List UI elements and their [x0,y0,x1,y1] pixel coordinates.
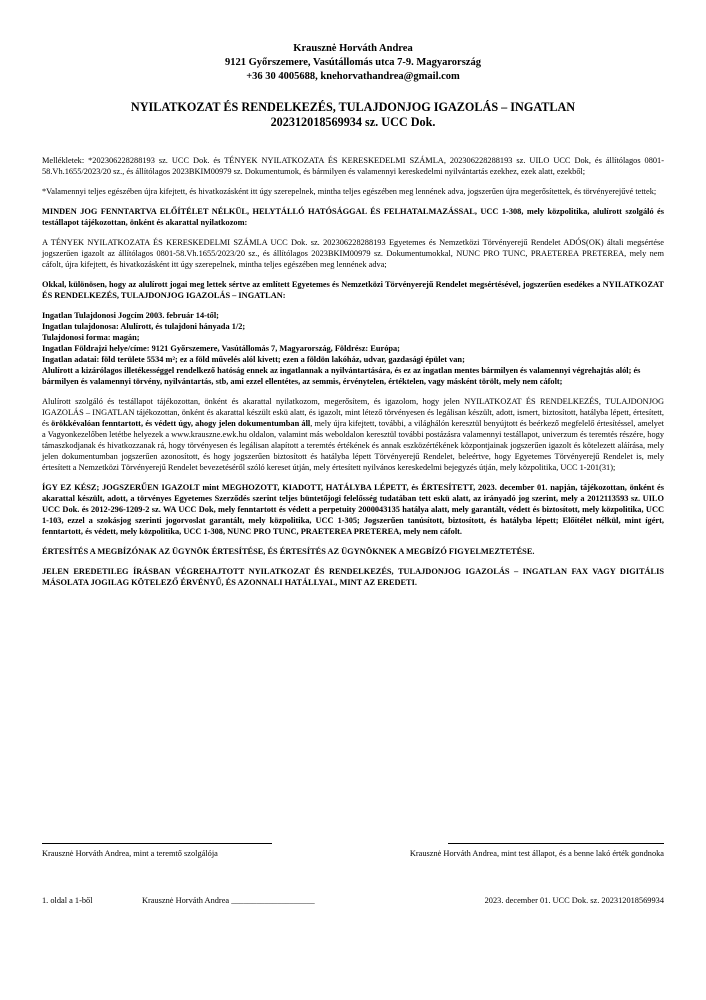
page-number: 1. oldal a 1-ből [42,896,93,905]
document-body [42,155,664,597]
fact-voidness: bármilyen és valamennyi törvény, nyilvántartás, stb, ami ezzel ellentétes, az semmis, érvénytelen, értéktelen, vagy másként törölt, mely nem cáfolt; [42,377,563,386]
copy-validity-paragraph: JELEN EREDETILEG ÍRÁSBAN VÉGREHAJTOTT NYILATKOZAT ÉS RENDELKEZÉS, TULAJDONJOG IGAZOLÁS – INGATLAN FAX VAGY DIGITÁLIS MÁSOLATA JOGILAG KÖTELEZŐ ÉRVÉNYŰ, ÉS AZONNALI HATÁLLYAL, MINT AZ EREDETI. [42,567,664,587]
property-facts [42,310,664,387]
fact-ownership-form: Tulajdonosi forma: magán; [42,333,140,342]
signature-label-right: Krausznė Horváth Andrea, mint test állapot, és a benne lakó érték gondnoka [409,849,664,858]
affirmation-text-bold: örökkévalóan fenntartott, és védett úgy, ahogy jelen dokumentumban áll [51,419,311,428]
reservation-paragraph: MINDEN JOG FENNTARTVA ELŐÍTÉLET NÉLKÜL, HELYTÁLLÓ HATÓSÁGGAL ÉS FELHATALMAZÁSSAL, UCC 1-308, mely közpolitika, alulírott szolgáló és testállapot tájékozottan, önként és akarattal nyilatkozom: [42,207,664,227]
notice-paragraph: ÉRTESÍTÉS A MEGBÍZÓNAK AZ ÜGYNÖK ÉRTESÍTÉSE, ÉS ÉRTESÍTÉS AZ ÜGYNÖKNEK A MEGBÍZÓ FIGYELMEZTETÉSE. [42,547,535,556]
signature-line-right [448,843,664,844]
attachments-paragraph: Mellékletek: *202306228288193 sz. UCC Dok. és TÉNYEK NYILATKOZATA ÉS KERESKEDELMI SZÁMLA, 202306228288193 sz. UILO UCC Dok, és állítólagos 0801-58.Vh.1655/2023/20 sz., és állítólagos 2023BKIM00979 sz. Dokumentumok, és bármilyen és valamennyi kereskedelmi nyilvántartás ezekhez, ezek alatt, ezekből; [42,156,664,176]
author-address: 9121 Győrszemere, Vasútállomás utca 7-9. Magyarország [225,57,481,68]
footer-reference: 2023. december 01. UCC Dok. sz. 202312018569934 [484,896,664,905]
footer-signer: Krausznė Horváth Andrea ____________________ [142,896,315,905]
title-line-2: 202312018569934 sz. UCC Dok. [270,115,436,129]
incorporation-paragraph: *Valamennyi teljes egészében újra kifejtett, és hivatkozásként itt úgy szerepelnek, mintha teljes egészében meg lennének adva, jogszerűen újra megerősítettek, és törvényerejűvé tettek; [42,187,657,196]
affirmation-text-c: , mely újra kifejtett, további, a világhálón keresztül benyújtott és beérkező megfelelő értesítéssel, amelyet a Vagyonkezelőben letétbe helyezek a www.krauszne.ewk.hu oldalon, valamint más weboldalon keresztül további postázásra valamennyi testállapot, univerzum és teremtés részére, hogy támaszkodjanak és hivatkozzanak rá, hogy törvényesen és legálisan alapított a teremtés értékének és annak eszközértékének központjainak jogszerűen igazolt és kötelezett aláírása, mely jelen dokumentumban jogszerűen azonosított, és hogy jogszerűen biztosított és hatályba lépett Törvényerejű Rendelet, beleértve, hogy Egyetemes Törvényerejű Rendelet is, mely értesített a Nemzetközi Törvényerejű Rendelet bevezetéséről szóló kereset útján, mely értesített nyilvános kereskedelmi bejegyzés útján, mely közpolitika, UCC 1-201(31); [42,419,665,472]
affirmation-paragraph [42,396,664,473]
title-line-1: NYILATKOZAT ÉS RENDELKEZÉS, TULAJDONJOG IGAZOLÁS – INGATLAN [130,100,576,114]
page-footer [42,896,664,910]
signature-label-left: Krausznė Horváth Andrea, mint a teremtő szolgálója [42,849,218,858]
letterhead [0,42,706,84]
fact-location: Ingatlan Földrajzi helye/címe: 9121 Győrszemere, Vasútállomás 7, Magyarország, Földrész: Európa; [42,344,400,353]
signature-block [42,843,664,873]
fact-owner: Ingatlan tulajdonosa: Alulírott, és tulajdoni hányada 1/2; [42,322,246,331]
fact-details: Ingatlan adatai: föld területe 5534 m²; ez a föld művelés alól kivett; ezen a földön lakóház, udvar, gazdasági épület van; [42,355,465,364]
fact-authority: Alulírott a kizárólagos illetékességgel rendelkező hatóság ennek az ingatlannak a nyilvántartására, és ez az ingatlan mentes bármilyen és valamennyi végrehajtás alól; és [42,366,641,375]
cause-paragraph: Okkal, különösen, hogy az alulírott jogai meg lettek sértve az említett Egyetemes és Nemzetközi Törvényerejű Rendelet megsértésével, jogszerűen esedékes a NYILATKOZAT ÉS RENDELKEZÉS, TULAJDONJOG IGAZOLÁS – INGATLAN: [42,280,664,300]
fact-title-date: Ingatlan Tulajdonosi Jogcím 2003. február 14-től; [42,311,219,320]
executed-paragraph: ÍGY EZ KÉSZ; JOGSZERŰEN IGAZOLT mint MEGHOZOTT, KIADOTT, HATÁLYBA LÉPETT, és ÉRTESÍTETT, 2023. december 01. napján, tájékozottan, önként és akarattal készült, adott, a törvényes Egyetemes Szerződés szerint teljes büntetőjogi felelősség tudatában tett eskü alatt, az irányadó jog szerint, mely a 2012113593 sz. UILO UCC Dok. és 2012-296-1209-2 sz. WA UCC Dok, mely fenntartott és védett a perpetuity 2000043135 hatálya alatt, mely garantált, védett és biztosított, mely közpolitika, UCC 1-103, ezzel a szokásjog szerinti jogorvoslat garantált, mely közpolitika, UCC 1-305; Jogszerűen tanúsított, biztosított, és hatályba lépett; Előítélet nélkül, mint ígért, fenntartott, és védett, mely közpolitika, UCC 1-308, NUNC PRO TUNC, PRAETEREA PRETEREA, mely nem cáfolt. [42,483,664,536]
author-contact: +36 30 4005688, knehorvathandrea@gmail.com [246,71,460,82]
affirmation-text-a: Alulírott szolgáló és testállapot tájékozottan, önként és akarattal nyilatkozom, megerősítem, és igazolom, hogy jelen NYILATKOZAT ÉS RENDELKEZÉS, TULAJDONJOG IGAZOLÁS – INGATLAN tájékozottan, önként és akarattal készült eskü alatt, és igazolt, mint létező törvényesen és legálisan készült, adott, ismert, biztosított, hatályba lépett, értesített, és [42,397,664,428]
document-title [40,100,666,130]
signature-line-left [42,843,272,844]
author-name: Krausznė Horváth Andrea [293,43,413,54]
violation-paragraph: A TÉNYEK NYILATKOZATA ÉS KERESKEDELMI SZÁMLA UCC Dok. sz. 202306228288193 Egyetemes és Nemzetközi Törvényerejű Rendelet ADÓS(OK) általi megsértése jogszerűen igazolt az állítólagos 0801-58.Vh.1655/2023/20 sz., és állítólagos 2023BKIM00979 sz. Dokumentumokkal, NUNC PRO TUNC, PRAETEREA PRETEREA, mely nem cáfolt, újra kifejtett, és hivatkozásként itt úgy szerepelnek, mintha teljes egészében meg lennének adva; [42,238,664,269]
